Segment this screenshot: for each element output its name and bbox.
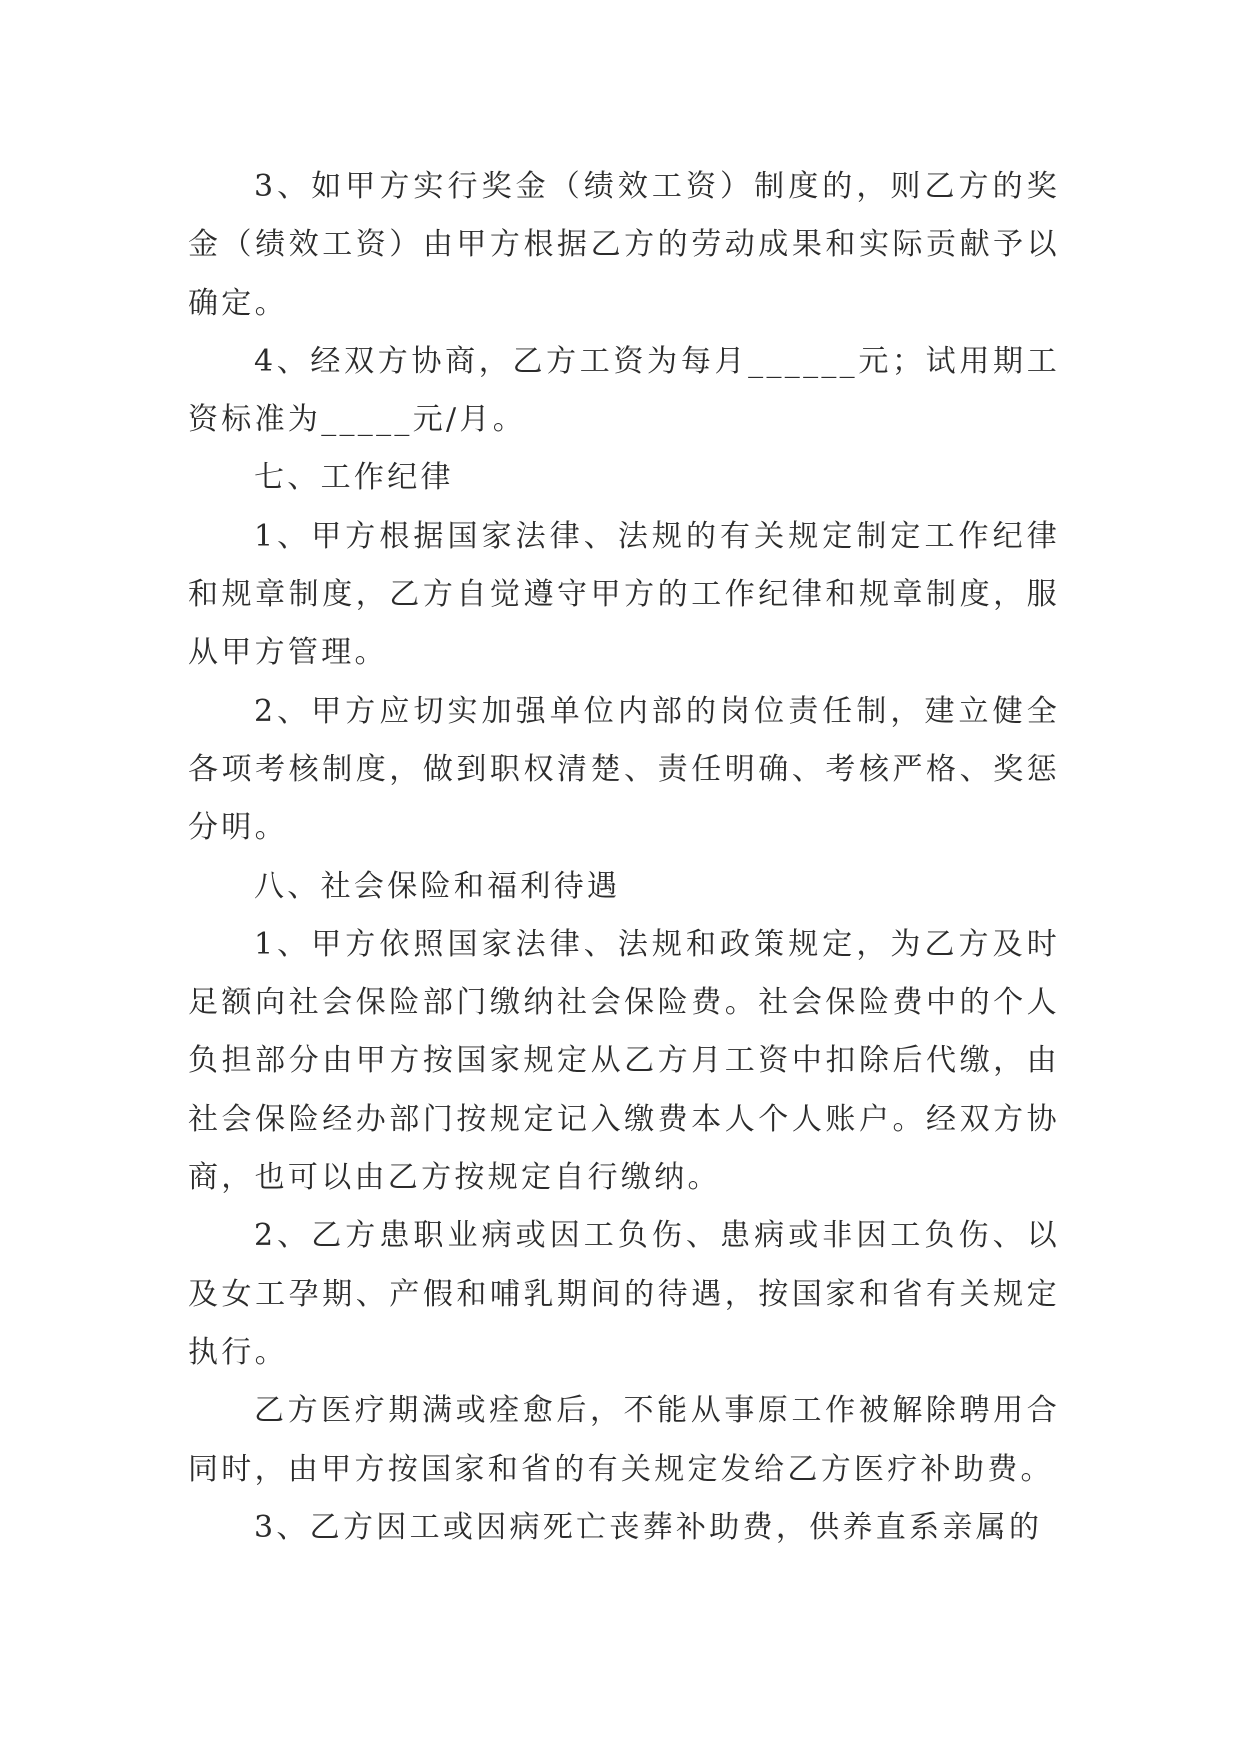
section-heading-work-discipline: 七、工作纪律: [254, 460, 454, 496]
paragraph-injury-benefits: 2、乙方患职业病或因工负伤、患病或非因工负伤、以及女工孕期、产假和哺乳期间的待遇，按国家和省有关规定执行。: [188, 1218, 1060, 1370]
section-heading-social-insurance: 八、社会保险和福利待遇: [254, 868, 621, 904]
paragraph-discipline-rules: 1、甲方根据国家法律、法规的有关规定制定工作纪律和规章制度，乙方自觉遵守甲方的工作纪律和规章制度，服从甲方管理。: [188, 518, 1060, 671]
paragraph-funeral-subsidy: 3、乙方因工或因病死亡丧葬补助费，供养直系亲属的: [254, 1509, 1043, 1545]
paragraph-wage-clause: 4、经双方协商，乙方工资为每月______元；试用期工资标准为_____元/月。: [188, 343, 1060, 438]
document-body: [188, 158, 1060, 1557]
paragraph-insurance-payment: 1、甲方依照国家法律、法规和政策规定，为乙方及时足额向社会保险部门缴纳社会保险费。社会保险费中的个人负担部分由甲方按国家规定从乙方月工资中扣除后代缴，由社会保险经办部门按规定记入缴费本人个人账户。经双方协商，也可以由乙方按规定自行缴纳。: [188, 926, 1060, 1196]
paragraph-medical-subsidy: 乙方医疗期满或痊愈后，不能从事原工作被解除聘用合同时，由甲方按国家和省的有关规定发给乙方医疗补助费。: [188, 1393, 1060, 1487]
paragraph-responsibility-system: 2、甲方应切实加强单位内部的岗位责任制，建立健全各项考核制度，做到职权清楚、责任明确、考核严格、奖惩分明。: [188, 693, 1060, 846]
paragraph-bonus-clause: 3、如甲方实行奖金（绩效工资）制度的，则乙方的奖金（绩效工资）由甲方根据乙方的劳动成果和实际贡献予以确定。: [188, 169, 1060, 321]
